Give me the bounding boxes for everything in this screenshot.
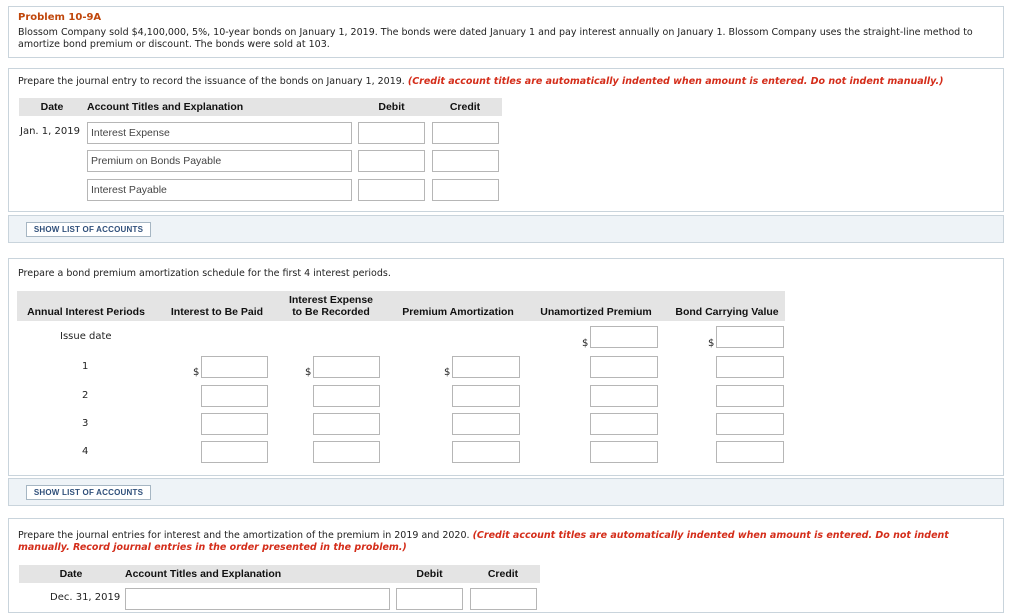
- part2-p4-unamort-field[interactable]: [590, 441, 658, 463]
- part3-date: Dec. 31, 2019: [50, 592, 121, 603]
- problem-description: Blossom Company sold $4,100,000, 5%, 10-year bonds on January 1, 2019. The bonds were dated January 1 and pay interest annually on January 1. Blossom Company uses the straight-line method to amortize bond premium or discount. The bonds were sold at 103.: [18, 27, 973, 50]
- part1-credit-field-1[interactable]: [432, 122, 499, 144]
- part1-header-credit: Credit: [428, 98, 502, 116]
- part2-p1-paid-field[interactable]: [201, 356, 268, 378]
- part2-p4-paid-field[interactable]: [201, 441, 268, 463]
- part2-p3-recorded-field[interactable]: [313, 413, 380, 435]
- part2-issue-carrying-currency: $: [708, 338, 715, 349]
- part2-header-recorded-1: Interest Expense: [288, 294, 374, 306]
- part2-period-4: 4: [82, 446, 89, 457]
- part1-account-field-2[interactable]: Premium on Bonds Payable: [87, 150, 352, 172]
- part1-header-date: Date: [19, 98, 85, 116]
- part2-p1-recorded-currency: $: [305, 367, 312, 378]
- part3-header-account: Account Titles and Explanation: [123, 565, 393, 583]
- part2-issue-unamort-currency: $: [582, 338, 589, 349]
- part2-p2-amort-field[interactable]: [452, 385, 520, 407]
- part2-period-2: 2: [82, 390, 89, 401]
- part2-issue-unamort-field[interactable]: [590, 326, 658, 348]
- part2-p1-recorded-field[interactable]: [313, 356, 380, 378]
- problem-title: Problem 10-9A: [18, 12, 102, 23]
- part2-show-accounts-button[interactable]: SHOW LIST OF ACCOUNTS: [26, 485, 151, 500]
- part2-header-amort: Premium Amortization: [402, 306, 514, 318]
- part2-p1-paid-currency: $: [193, 367, 200, 378]
- part2-p1-unamort-field[interactable]: [590, 356, 658, 378]
- part2-header-paid: Interest to Be Paid: [170, 306, 264, 318]
- problem-panel: [8, 6, 1004, 58]
- part2-period-3: 3: [82, 418, 89, 429]
- part1-account-field-3[interactable]: Interest Payable: [87, 179, 352, 201]
- part2-p3-paid-field[interactable]: [201, 413, 268, 435]
- part1-instruction: Prepare the journal entry to record the issuance of the bonds on January 1, 2019.: [18, 76, 405, 87]
- part2-p3-unamort-field[interactable]: [590, 413, 658, 435]
- part1-show-accounts-button[interactable]: SHOW LIST OF ACCOUNTS: [26, 222, 151, 237]
- part2-p4-carrying-field[interactable]: [716, 441, 784, 463]
- part2-period-1: 1: [82, 361, 89, 372]
- part2-header-recorded-2: to Be Recorded: [292, 306, 370, 318]
- part1-debit-field-2[interactable]: [358, 150, 425, 172]
- part1-header-debit: Debit: [355, 98, 428, 116]
- part3-instruction: Prepare the journal entries for interest and the amortization of the premium in 2019 and 2020.: [18, 530, 470, 541]
- part3-header-debit: Debit: [393, 565, 466, 583]
- part2-header-carrying: Bond Carrying Value: [675, 306, 779, 318]
- part2-p2-recorded-field[interactable]: [313, 385, 380, 407]
- part3-note-line1: (Credit account titles are automatically indented when amount is entered. Do not indent: [472, 530, 949, 541]
- part2-p3-carrying-field[interactable]: [716, 413, 784, 435]
- part1-instruction-line: [18, 76, 943, 87]
- part3-debit-field-1[interactable]: [396, 588, 463, 610]
- part2-p4-recorded-field[interactable]: [313, 441, 380, 463]
- part2-button-bar: [8, 478, 1004, 506]
- part2-header-period: Annual Interest Periods: [27, 306, 145, 318]
- part2-p3-amort-field[interactable]: [452, 413, 520, 435]
- part2-p4-amort-field[interactable]: [452, 441, 520, 463]
- part2-p2-paid-field[interactable]: [201, 385, 268, 407]
- part1-credit-field-2[interactable]: [432, 150, 499, 172]
- part3-header-date: Date: [19, 565, 123, 583]
- part2-p1-amort-currency: $: [444, 367, 451, 378]
- part2-header-unamort: Unamortized Premium: [540, 306, 652, 318]
- part2-issue-date-label: Issue date: [60, 331, 112, 342]
- part1-date: Jan. 1, 2019: [20, 126, 80, 137]
- part1-debit-field-1[interactable]: [358, 122, 425, 144]
- part3-note-line2: manually. Record journal entries in the order presented in the problem.): [18, 542, 407, 553]
- part1-account-field-1[interactable]: Interest Expense: [87, 122, 352, 144]
- part1-note: (Credit account titles are automatically indented when amount is entered. Do not indent manually.): [407, 76, 944, 87]
- part3-account-field-1[interactable]: [125, 588, 390, 610]
- part2-issue-carrying-field[interactable]: [716, 326, 784, 348]
- part3-credit-field-1[interactable]: [470, 588, 537, 610]
- part2-p2-unamort-field[interactable]: [590, 385, 658, 407]
- part2-instruction: Prepare a bond premium amortization schedule for the first 4 interest periods.: [18, 268, 391, 279]
- part2-p2-carrying-field[interactable]: [716, 385, 784, 407]
- part1-debit-field-3[interactable]: [358, 179, 425, 201]
- part2-p1-carrying-field[interactable]: [716, 356, 784, 378]
- part1-button-bar: [8, 215, 1004, 243]
- part1-credit-field-3[interactable]: [432, 179, 499, 201]
- part3-instruction-block: [18, 530, 998, 554]
- part3-header-credit: Credit: [466, 565, 540, 583]
- part2-p1-amort-field[interactable]: [452, 356, 520, 378]
- part1-header-account: Account Titles and Explanation: [85, 98, 355, 116]
